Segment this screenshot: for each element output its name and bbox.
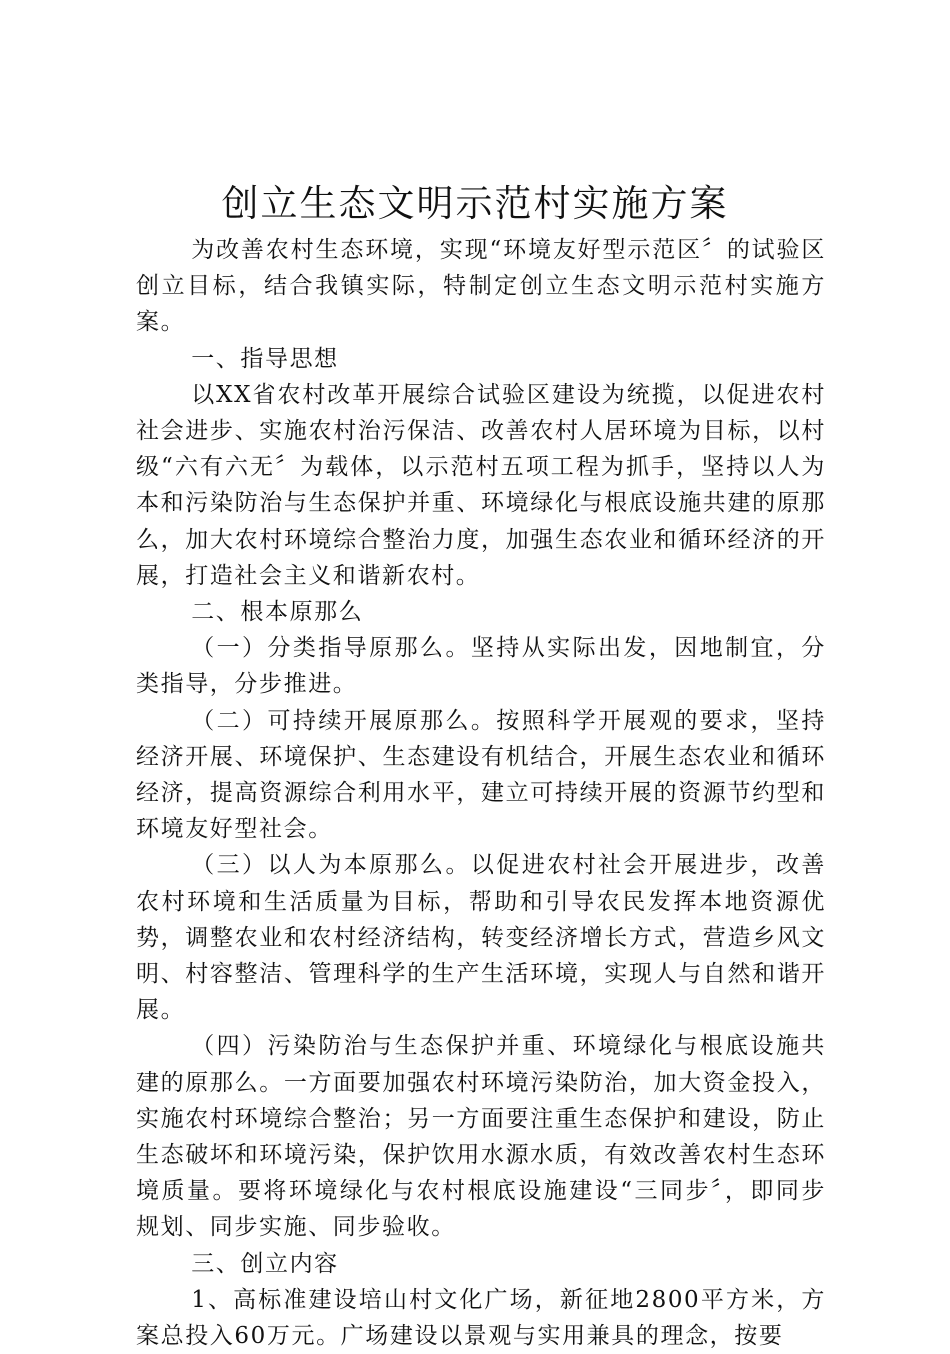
content-item-1-paragraph: 1、高标准建设培山村文化广场，新征地2800平方米，方案总投入60万元。广场建设以景观与实用兼具的理念，按要 [136,1286,826,1350]
document-body [136,232,826,1354]
principle-2-paragraph: （二）可持续开展原那么。按照科学开展观的要求，坚持经济开展、环境保护、生态建设有机结合，开展生态农业和循环经济，提高资源综合利用水平，建立可持续开展的资源节约型和环境友好型社会。 [136,707,826,843]
guiding-ideology-paragraph: 以XX省农村改革开展综合试验区建设为统揽，以促进农村社会进步、实施农村治污保洁、改善农村人居环境为目标，以村级“六有六无〞为载体，以示范村五项工程为抓手，坚持以人为本和污染防治与生态保护并重、环境绿化与根底设施共建的原那么，加大农村环境综合整治力度，加强生态农业和循环经济的开展，打造社会主义和谐新农村。 [136,381,826,589]
principle-3-paragraph: （三）以人为本原那么。以促进农村社会开展进步，改善农村环境和生活质量为目标，帮助和引导农民发挥本地资源优势，调整农业和农村经济结构，转变经济增长方式，营造乡风文明、村容整洁、管理科学的生产生活环境，实现人与自然和谐开展。 [136,852,826,1024]
section-heading-guiding-ideology: 一、指导思想 [191,345,339,372]
document-title: 创立生态文明示范村实施方案 [221,182,729,225]
intro-paragraph: 为改善农村生态环境，实现“环境友好型示范区〞的试验区创立目标，结合我镇实际，特制定创立生态文明示范村实施方案。 [136,237,826,336]
principle-4-paragraph: （四）污染防治与生态保护并重、环境绿化与根底设施共建的原那么。一方面要加强农村环境污染防治，加大资金投入，实施农村环境综合整治；另一方面要注重生态保护和建设，防止生态破坏和环境污染，保护饮用水源水质，有效改善农村生态环境质量。要将环境绿化与农村根底设施建设“三同步〞，即同步规划、同步实施、同步验收。 [136,1033,826,1241]
principle-1-paragraph: （一）分类指导原那么。坚持从实际出发，因地制宜，分类指导，分步推进。 [136,635,826,698]
section-heading-basic-principles: 二、根本原那么 [191,599,364,626]
section-heading-content: 三、创立内容 [191,1250,339,1277]
